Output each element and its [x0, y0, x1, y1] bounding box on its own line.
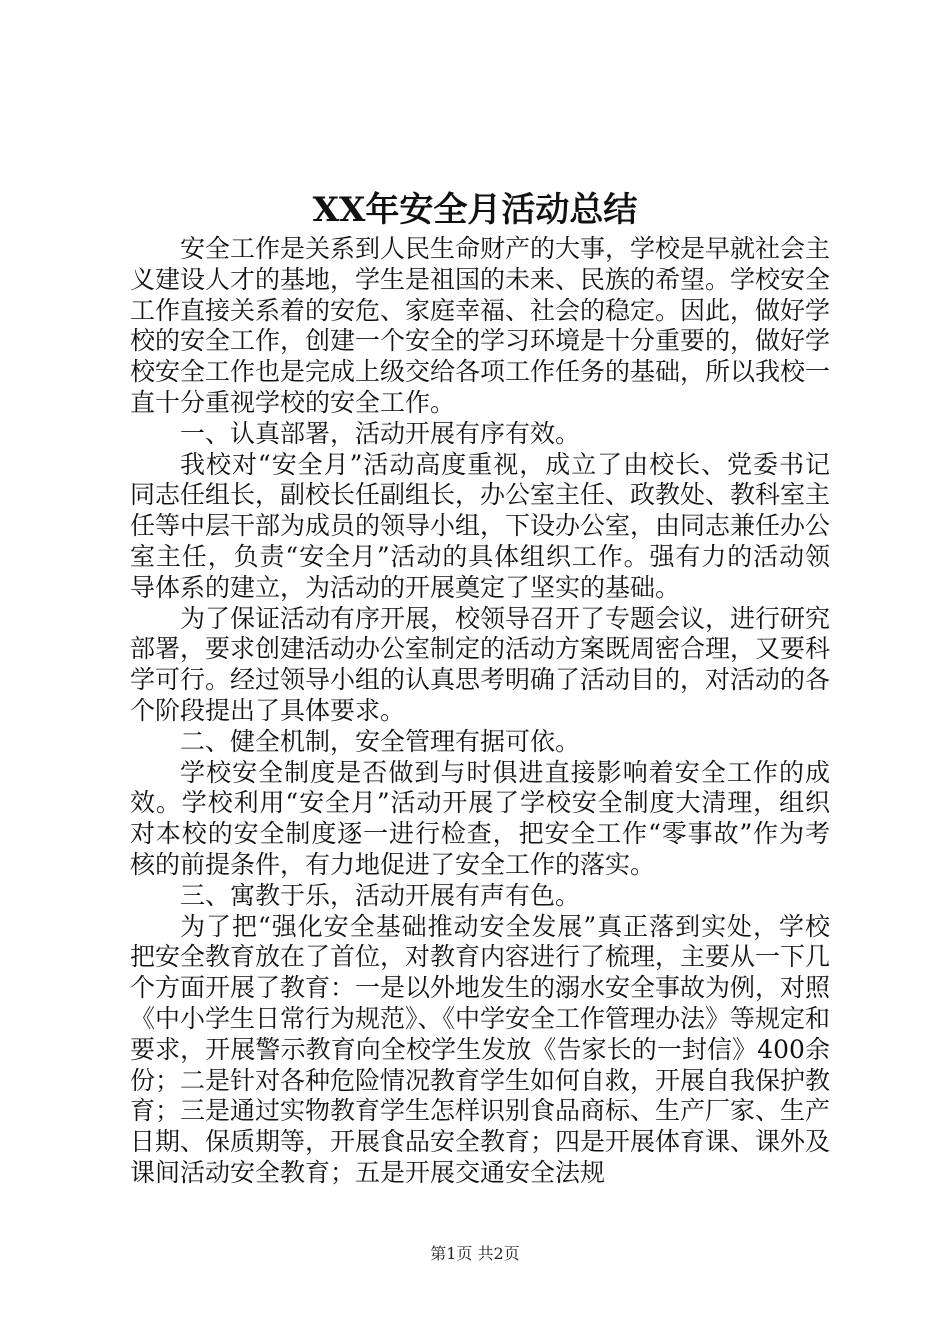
section-heading-1: 一、认真部署，活动开展有序有效。	[180, 418, 581, 448]
section-heading-2: 二、健全机制，安全管理有据可依。	[180, 726, 581, 756]
paragraph-mechanism: 学校安全制度是否做到与时俱进直接影响着安全工作的成效。学校利用“安全月”活动开展了学校安全制度大清理，组织对本校的安全制度逐一进行检查，把安全工作“零事故”作为考核的前提条件，有力地促进了安全工作的落实。	[130, 757, 830, 879]
paragraph-education: 为了把“强化安全基础推动安全发展”真正落到实处，学校把安全教育放在了首位，对教育内容进行了梳理，主要从一下几个方面开展了教育：一是以外地发生的溺水安全事故为例，对照《中小学生日常行为规范》、《中学安全工作管理办法》等规定和要求，开展警示教育向全校学生发放《告家长的一封信》400余份；二是针对各种危险情况教育学生如何自救，开展自我保护教育；三是通过实物教育学生怎样识别食品商标、生产厂家、生产日期、保质期等，开展食品安全教育；四是开展体育课、课外及课间活动安全教育；五是开展交通安全法规	[130, 911, 831, 1187]
page-footer: 第1页 共2页	[430, 1244, 520, 1263]
document-title: XX年安全月活动总结	[312, 190, 638, 230]
section-heading-3: 三、寓教于乐，活动开展有声有色。	[180, 880, 581, 910]
document-body	[130, 234, 830, 1189]
paragraph-leadership: 我校对“安全月”活动高度重视，成立了由校长、党委书记同志任组长，副校长任副组长，办公室主任、政教处、教科室主任等中层干部为成员的领导小组，下设办公室，由同志兼任办公室主任，负责“安全月”活动的具体组织工作。强有力的活动领导体系的建立，为活动的开展奠定了坚实的基础。	[130, 449, 831, 602]
paragraph-intro: 安全工作是关系到人民生命财产的大事，学校是早就社会主义建设人才的基地，学生是祖国的未来、民族的希望。学校安全工作直接关系着的安危、家庭幸福、社会的稳定。因此，做好学校的安全工作，创建一个安全的学习环境是十分重要的，做好学校安全工作也是完成上级交给各项工作任务的基础，所以我校一直十分重视学校的安全工作。	[130, 234, 831, 417]
paragraph-planning: 为了保证活动有序开展，校领导召开了专题会议，进行研究部署，要求创建活动办公室制定的活动方案既周密合理，又要科学可行。经过领导小组的认真思考明确了活动目的，对活动的各个阶段提出了具体要求。	[130, 603, 831, 725]
